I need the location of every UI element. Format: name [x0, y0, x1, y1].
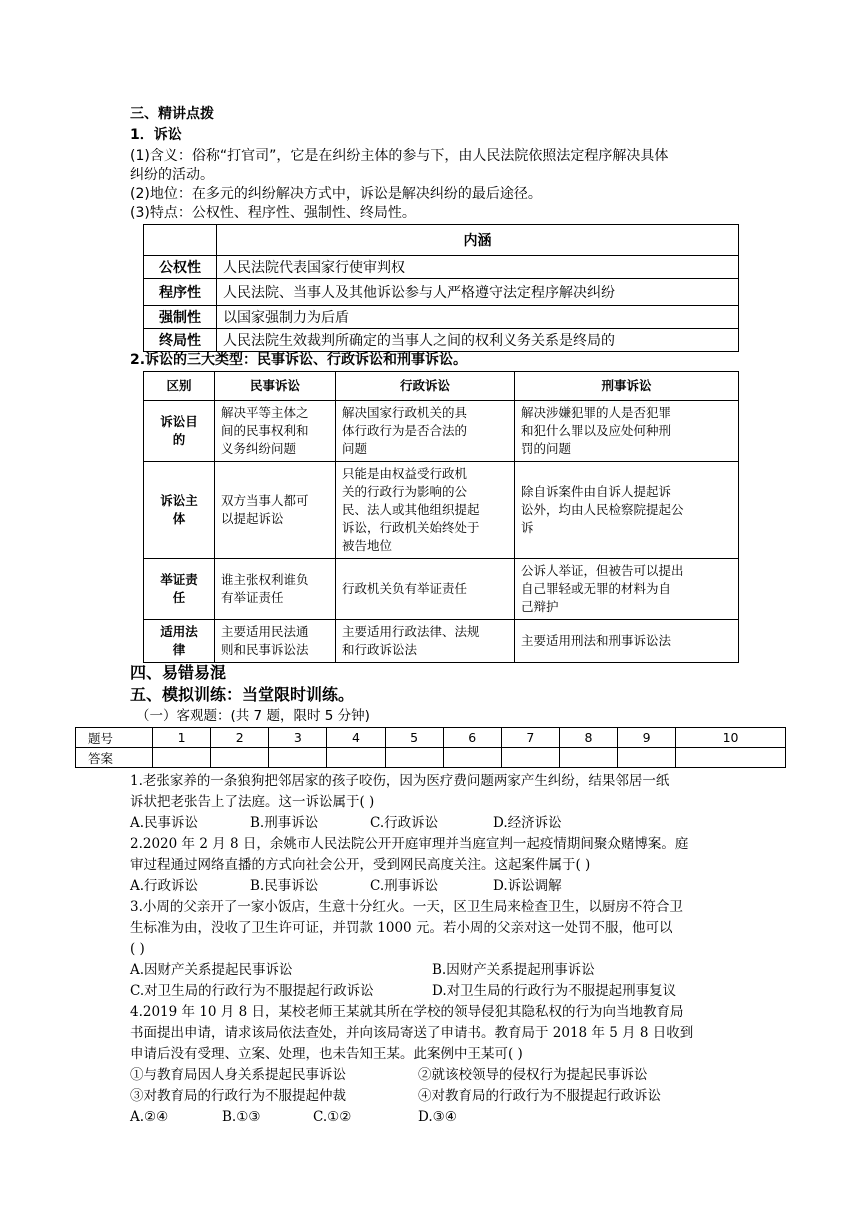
cell-line: 讼外，均由人民检察院提起公	[521, 502, 684, 517]
question-number: 3	[269, 728, 327, 748]
section-5-heading: 五、模拟训练：当堂限时训练。	[130, 685, 355, 704]
cell-line: 双方当事人都可	[221, 493, 309, 508]
cell-line: 和行政诉讼法	[342, 642, 418, 657]
cell-line: 诉讼，行政机关始终处于	[342, 520, 480, 535]
question-4-option-b[interactable]: B.①③	[222, 1109, 261, 1125]
question-number-label: 题号	[76, 728, 153, 748]
feature-name: 程序性	[144, 279, 217, 306]
cell-line: 和犯什么罪以及应处何种刑	[521, 423, 672, 438]
answer-label: 答案	[76, 748, 153, 768]
question-1-option-a[interactable]: A.民事诉讼	[130, 815, 199, 831]
answer-sheet-table	[75, 727, 786, 768]
table-row	[144, 256, 739, 279]
question-1-line-1: 1.老张家养的一条狼狗把邻居家的孩子咬伤，因为医疗费问题两家产生纠纷，结果邻居一纸	[130, 773, 670, 789]
question-4-option-c[interactable]: C.①②	[313, 1109, 352, 1125]
question-1-option-c[interactable]: C.行政诉讼	[370, 815, 439, 831]
cell-line: 罚的问题	[521, 441, 572, 456]
question-2-option-d[interactable]: D.诉讼调解	[493, 878, 562, 894]
feature-desc: 以国家强制力为后盾	[217, 306, 739, 329]
cell-line: 解决平等主体之	[221, 405, 309, 420]
section-3-heading: 三、精讲点拨	[130, 106, 214, 122]
answer-cell[interactable]	[327, 748, 385, 768]
cell-line: 主要适用行政法律、法规	[342, 624, 480, 639]
question-number: 9	[618, 728, 676, 748]
cell-line: 主要适用民法通	[221, 624, 309, 639]
features-table-corner	[144, 225, 217, 256]
row-label	[144, 559, 215, 620]
admin-cell	[336, 401, 515, 462]
feature-desc: 人民法院生效裁判所确定的当事人之间的权利义务关系是终局的	[217, 329, 739, 352]
feature-desc: 人民法院、当事人及其他诉讼参与人严格遵守法定程序解决纠纷	[217, 279, 739, 306]
answer-cell[interactable]	[153, 748, 211, 768]
civil-cell	[215, 401, 336, 462]
cell-line: 义务纠纷问题	[221, 441, 297, 456]
row-label-line: 的	[172, 432, 186, 447]
question-2-option-b[interactable]: B.民事诉讼	[250, 878, 319, 894]
types-header-admin: 行政诉讼	[336, 372, 515, 401]
answer-cell[interactable]	[501, 748, 559, 768]
answer-cell[interactable]	[443, 748, 501, 768]
question-number: 2	[211, 728, 269, 748]
table-row	[144, 559, 739, 620]
row-label	[144, 462, 215, 559]
cell-line: 主要适用刑法和刑事诉讼法	[521, 633, 672, 648]
criminal-cell	[515, 559, 739, 620]
question-3-option-c[interactable]: C.对卫生局的行政行为不服提起行政诉讼	[130, 983, 374, 999]
cell-line: 诉	[521, 520, 534, 535]
row-label-line: 适用法	[160, 624, 198, 639]
question-3-line-3: ( )	[130, 941, 145, 957]
table-row	[144, 401, 739, 462]
question-1-line-2: 诉状把老张告上了法庭。这一诉讼属于( )	[130, 794, 375, 810]
row-label-line: 律	[172, 642, 186, 657]
definition-line-2: 纠纷的活动。	[130, 167, 214, 183]
features-table-header: 内涵	[217, 225, 739, 256]
question-4-statement-2: ②就该校领导的侵权行为提起民事诉讼	[418, 1067, 648, 1083]
section-4-heading: 四、易错易混	[130, 663, 227, 682]
question-number: 1	[153, 728, 211, 748]
feature-name: 终局性	[144, 329, 217, 352]
question-3-option-a[interactable]: A.因财产关系提起民事诉讼	[130, 962, 293, 978]
row-label-line: 任	[172, 590, 186, 605]
question-3-option-d[interactable]: D.对卫生局的行政行为不服提起刑事复议	[432, 983, 677, 999]
question-number: 8	[559, 728, 617, 748]
question-3-option-b[interactable]: B.因财产关系提起刑事诉讼	[432, 962, 595, 978]
feature-name: 强制性	[144, 306, 217, 329]
cell-line: 解决涉嫌犯罪的人是否犯罪	[521, 405, 672, 420]
row-label	[144, 620, 215, 663]
answer-cell[interactable]	[385, 748, 443, 768]
table-row	[144, 620, 739, 663]
table-row	[76, 728, 786, 748]
admin-cell	[336, 620, 515, 663]
status-line: (2)地位：在多元的纠纷解决方式中，诉讼是解决纠纷的最后途径。	[130, 186, 542, 202]
cell-line: 有举证责任	[221, 590, 284, 605]
question-number: 7	[501, 728, 559, 748]
row-label-line: 诉讼主	[160, 493, 198, 508]
cell-line: 关的行政行为影响的公	[342, 484, 468, 499]
types-header-civil: 民事诉讼	[215, 372, 336, 401]
types-header-distinction: 区别	[144, 372, 215, 401]
features-table	[143, 224, 739, 352]
question-4-line-3: 申请后没有受理、立案、处理，也未告知王某。此案例中王某可( )	[130, 1046, 523, 1062]
cell-line: 自己罪轻或无罪的材料为自	[521, 581, 672, 596]
question-4-statement-4: ④对教育局的行政行为不服提起行政诉讼	[418, 1088, 661, 1104]
cell-line: 民、法人或其他组织提起	[342, 502, 480, 517]
question-1-option-b[interactable]: B.刑事诉讼	[250, 815, 319, 831]
question-number: 4	[327, 728, 385, 748]
subheading-three-types: 2.诉讼的三大类型：民事诉讼、行政诉讼和刑事诉讼。	[130, 352, 468, 368]
answer-cell[interactable]	[618, 748, 676, 768]
cell-line: 除自诉案件由自诉人提起诉	[521, 484, 672, 499]
table-row	[144, 329, 739, 352]
answer-cell[interactable]	[676, 748, 786, 768]
question-3-line-2: 生标准为由，没收了卫生许可证，并罚款 1000 元。若小周的父亲对这一处罚不服，他可以	[130, 920, 673, 936]
objective-questions-subheading: （一）客观题：(共 7 题，限时 5 分钟)	[136, 708, 370, 724]
cell-line: 行政机关负有举证责任	[342, 581, 468, 596]
question-4-statement-3: ③对教育局的行政行为不服提起仲裁	[130, 1088, 346, 1104]
question-1-option-d[interactable]: D.经济诉讼	[493, 815, 562, 831]
answer-cell[interactable]	[559, 748, 617, 768]
row-label	[144, 401, 215, 462]
answer-cell[interactable]	[269, 748, 327, 768]
question-2-line-2: 审过程通过网络直播的方式向社会公开，受到网民高度关注。这起案件属于( )	[130, 857, 591, 873]
question-4-statement-1: ①与教育局因人身关系提起民事诉讼	[130, 1067, 346, 1083]
subheading-litigation: 1．诉讼	[130, 127, 182, 143]
criminal-cell	[515, 620, 739, 663]
feature-desc: 人民法院代表国家行使审判权	[217, 256, 739, 279]
feature-name: 公权性	[144, 256, 217, 279]
row-label-line: 举证责	[160, 572, 198, 587]
civil-cell	[215, 462, 336, 559]
criminal-cell	[515, 401, 739, 462]
cell-line: 谁主张权利谁负	[221, 572, 309, 587]
question-2-option-c[interactable]: C.刑事诉讼	[370, 878, 439, 894]
table-row	[76, 748, 786, 768]
civil-cell	[215, 559, 336, 620]
cell-line: 解决国家行政机关的具	[342, 405, 468, 420]
cell-line: 被告地位	[342, 538, 393, 553]
answer-cell[interactable]	[211, 748, 269, 768]
cell-line: 则和民事诉讼法	[221, 642, 309, 657]
table-row	[144, 306, 739, 329]
question-number: 6	[443, 728, 501, 748]
question-number: 10	[676, 728, 786, 748]
civil-cell	[215, 620, 336, 663]
criminal-cell	[515, 462, 739, 559]
table-row	[144, 462, 739, 559]
definition-line-1: (1)含义：俗称“打官司”，它是在纠纷主体的参与下，由人民法院依照法定程序解决具体	[130, 148, 669, 164]
question-3-line-1: 3.小周的父亲开了一家小饭店，生意十分红火。一天，区卫生局来检查卫生，以厨房不符合卫	[130, 899, 683, 915]
cell-line: 间的民事权利和	[221, 423, 309, 438]
question-4-line-1: 4.2019 年 10 月 8 日，某校老师王某就其所在学校的领导侵犯其隐私权的行为向当地教育局	[130, 1004, 684, 1020]
row-label-line: 诉讼目	[160, 414, 198, 429]
admin-cell	[336, 559, 515, 620]
cell-line: 以提起诉讼	[221, 511, 284, 526]
cell-line: 问题	[342, 441, 368, 456]
question-4-option-a[interactable]: A.②④	[130, 1109, 169, 1125]
question-4-line-2: 书面提出申请，请求该局依法查处，并向该局寄送了申请书。教育局于 2018 年 5 月 8 日收到	[130, 1025, 694, 1041]
types-header-criminal: 刑事诉讼	[515, 372, 739, 401]
litigation-types-table	[143, 371, 739, 663]
cell-line: 只能是由权益受行政机	[342, 466, 468, 481]
cell-line: 己辩护	[521, 599, 559, 614]
row-label-line: 体	[172, 511, 186, 526]
table-row	[144, 279, 739, 306]
question-number: 5	[385, 728, 443, 748]
admin-cell	[336, 462, 515, 559]
features-line: (3)特点：公权性、程序性、强制性、终局性。	[130, 205, 416, 221]
question-4-option-d[interactable]: D.③④	[418, 1109, 457, 1125]
cell-line: 公诉人举证，但被告可以提出	[521, 563, 684, 578]
question-2-line-1: 2.2020 年 2 月 8 日，余姚市人民法院公开开庭审理并当庭宣判一起疫情期间聚众赌博案。庭	[130, 836, 689, 852]
question-2-option-a[interactable]: A.行政诉讼	[130, 878, 199, 894]
cell-line: 体行政行为是否合法的	[342, 423, 468, 438]
